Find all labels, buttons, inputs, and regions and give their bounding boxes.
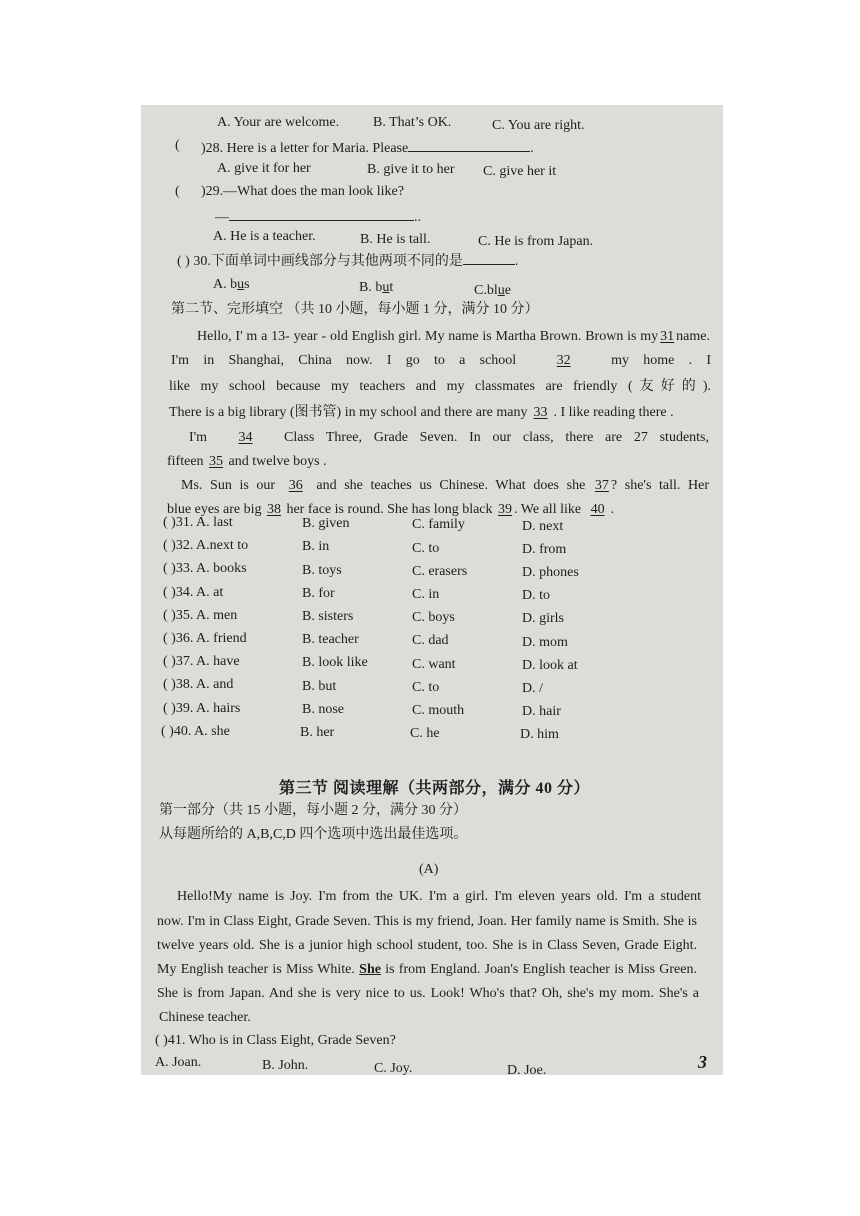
blank-32[interactable]: 32	[556, 353, 571, 368]
cloze-36-option-c: C. dad	[412, 633, 449, 649]
q27-option-a: A. Your are welcome.	[217, 115, 340, 130]
passage-line-4: My English teacher is Miss White. She is from England. Joan's English teacher is Miss Green.	[157, 962, 697, 977]
cloze-34-option-d: D. to	[522, 588, 550, 604]
cloze-34-option-c: C. in	[412, 587, 440, 602]
blank-40[interactable]: 40	[590, 502, 605, 517]
cloze-40-option-b: B. her	[300, 725, 335, 740]
cloze-40-option-c: C. he	[410, 726, 440, 742]
q29-option-a: A. He is a teacher.	[213, 229, 316, 244]
q29-paren: (	[175, 184, 180, 199]
q41-option-d: D. Joe.	[507, 1063, 547, 1075]
cloze-39-option-d: D. hair	[522, 704, 561, 720]
part1-heading: 第一部分（共 15 小题，每小题 2 分，满分 30 分）	[159, 803, 467, 818]
cloze-36-option-b: B. teacher	[302, 632, 359, 648]
q30-answer-blank[interactable]	[463, 251, 515, 265]
passage-line-3: twelve years old. She is a junior high school student, too. She is in Class Seven, Grade Eight.	[157, 938, 697, 953]
cloze-32-option-d: D. from	[522, 541, 567, 557]
q28-answer-blank[interactable]	[408, 138, 530, 152]
cloze-31-question[interactable]: ( )31. A. last	[163, 515, 233, 530]
blank-38[interactable]: 38	[266, 502, 281, 517]
cloze-34-option-b: B. for	[302, 585, 335, 601]
q41-option-a: A. Joan.	[155, 1055, 202, 1070]
blank-36[interactable]: 36	[288, 478, 303, 493]
cloze-31-option-d: D. next	[522, 518, 564, 534]
cloze-40-option-d: D. him	[520, 727, 559, 743]
cloze-33-option-c: C. erasers	[412, 563, 468, 579]
cloze-36-question[interactable]: ( )36. A. friend	[163, 631, 247, 646]
q29-stem: )29.—What does the man look like?	[201, 184, 404, 199]
blank-33[interactable]: 33	[533, 405, 548, 420]
cloze-38-option-d: D. /	[522, 681, 543, 696]
cloze-39-question[interactable]: ( )39. A. hairs	[163, 700, 241, 716]
cloze-37-question[interactable]: ( )37. A. have	[163, 654, 240, 670]
passage-line-5: She is from Japan. And she is very nice to us. Look! Who's that? Oh, she's my mom. She's a	[157, 986, 699, 1001]
cloze-p1-line4: There is a big library (图书管) in my school and there are many 33 . I like reading there .	[169, 405, 674, 420]
q28-option-b: B. give it to her	[367, 162, 455, 177]
passage-line-1: Hello!My name is Joy. I'm from the UK. I'm a girl. I'm eleven years old. I'm a student	[177, 889, 701, 904]
q28-option-c: C. give her it	[483, 164, 557, 179]
q29-option-c: C. He is from Japan.	[478, 234, 594, 249]
passage-line-6: Chinese teacher.	[159, 1010, 251, 1025]
cloze-31-option-c: C. family	[412, 517, 465, 533]
q28-paren: (	[175, 138, 180, 153]
blank-35[interactable]: 35	[209, 454, 224, 469]
cloze-32-option-c: C. to	[412, 540, 440, 556]
cloze-31-option-b: B. given	[302, 516, 350, 532]
instructions: 从每题所给的 A,B,C,D 四个选项中选出最佳选项。	[159, 827, 468, 842]
cloze-35-option-c: C. boys	[412, 610, 455, 626]
q30-option-a: A. bus	[213, 277, 250, 292]
cloze-37-option-d: D. look at	[522, 657, 578, 673]
cloze-37-option-c: C. want	[412, 656, 456, 672]
cloze-32-question[interactable]: ( )32. A.next to	[163, 538, 249, 554]
cloze-33-question[interactable]: ( )33. A. books	[163, 561, 247, 577]
q41-option-b: B. John.	[262, 1058, 309, 1073]
cloze-p2-line1: I'm 34 Class Three, Grade Seven. In our class, there are 27 students,	[189, 430, 709, 445]
cloze-p1-line1: Hello, I' m a 13- year - old English girl. My name is Martha Brown. Brown is my 31 name.	[197, 329, 710, 344]
blank-31[interactable]: 31	[660, 329, 675, 344]
cloze-38-option-b: B. but	[302, 678, 337, 694]
q27-option-b: B. That’s OK.	[373, 115, 452, 130]
page-number: 3	[698, 1052, 707, 1072]
q30-option-b: B. but	[359, 280, 394, 295]
cloze-35-option-b: B. sisters	[302, 609, 354, 624]
cloze-39-option-c: C. mouth	[412, 703, 465, 718]
cloze-38-option-c: C. to	[412, 679, 440, 695]
blank-34[interactable]: 34	[238, 430, 253, 445]
cloze-39-option-b: B. nose	[302, 701, 344, 717]
passage-line-2: now. I'm in Class Eight, Grade Seven. This is my friend, Joan. Her family name is Smith. She is	[157, 914, 697, 929]
cloze-p2-line2: fifteen 35 and twelve boys .	[167, 454, 327, 469]
cloze-35-question[interactable]: ( )35. A. men	[163, 607, 238, 623]
cloze-33-option-b: B. toys	[302, 562, 342, 578]
exam-page	[141, 105, 723, 1075]
cloze-37-option-b: B. look like	[302, 655, 368, 671]
exam-content	[141, 105, 723, 1075]
cloze-p3-line1: Ms. Sun is our 36 and she teaches us Chinese. What does she 37 ? she's tall. Her	[181, 478, 710, 493]
underlined-she: She	[359, 962, 381, 977]
q29-answer-line: — ..	[215, 207, 421, 226]
q30-option-c: C.blue	[474, 283, 511, 298]
blank-37[interactable]: 37	[594, 478, 609, 493]
cloze-38-question[interactable]: ( )38. A. and	[163, 677, 234, 693]
q41-option-c: C. Joy.	[374, 1061, 413, 1075]
blank-39[interactable]: 39	[498, 502, 513, 517]
q29-answer-blank[interactable]	[229, 207, 414, 221]
q30-stem: ( ) 30.下面单词中画线部分与其他两项不同的是 .	[177, 251, 518, 270]
section3-title: 第三节 阅读理解（共两部分，满分 40 分）	[279, 780, 591, 797]
q28-stem: )28. Here is a letter for Maria. Please .	[201, 138, 534, 157]
cloze-40-question[interactable]: ( )40. A. she	[161, 723, 230, 739]
passage-label: (A)	[419, 862, 439, 877]
q27-option-c: C. You are right.	[492, 118, 585, 133]
cloze-32-option-b: B. in	[302, 539, 330, 555]
cloze-p3-line2: blue eyes are big 38 her face is round. She has long black 39 . We all like 40 .	[167, 502, 615, 517]
cloze-34-question[interactable]: ( )34. A. at	[163, 584, 224, 600]
cloze-33-option-d: D. phones	[522, 565, 579, 580]
q41-stem: ( )41. Who is in Class Eight, Grade Seven?	[155, 1033, 396, 1048]
cloze-p1-line2: I'm in Shanghai, China now. I go to a school 32 my home . I	[171, 353, 712, 368]
q28-option-a: A. give it for her	[217, 161, 311, 176]
section2-title: 第二节、完形填空 （共 10 小题，每小题 1 分，满分 10 分）	[171, 302, 539, 317]
cloze-36-option-d: D. mom	[522, 634, 568, 650]
q29-option-b: B. He is tall.	[360, 232, 431, 247]
cloze-p1-line3: like my school because my teachers and my classmates are friendly (友好的).	[169, 379, 711, 394]
cloze-35-option-d: D. girls	[522, 611, 564, 627]
